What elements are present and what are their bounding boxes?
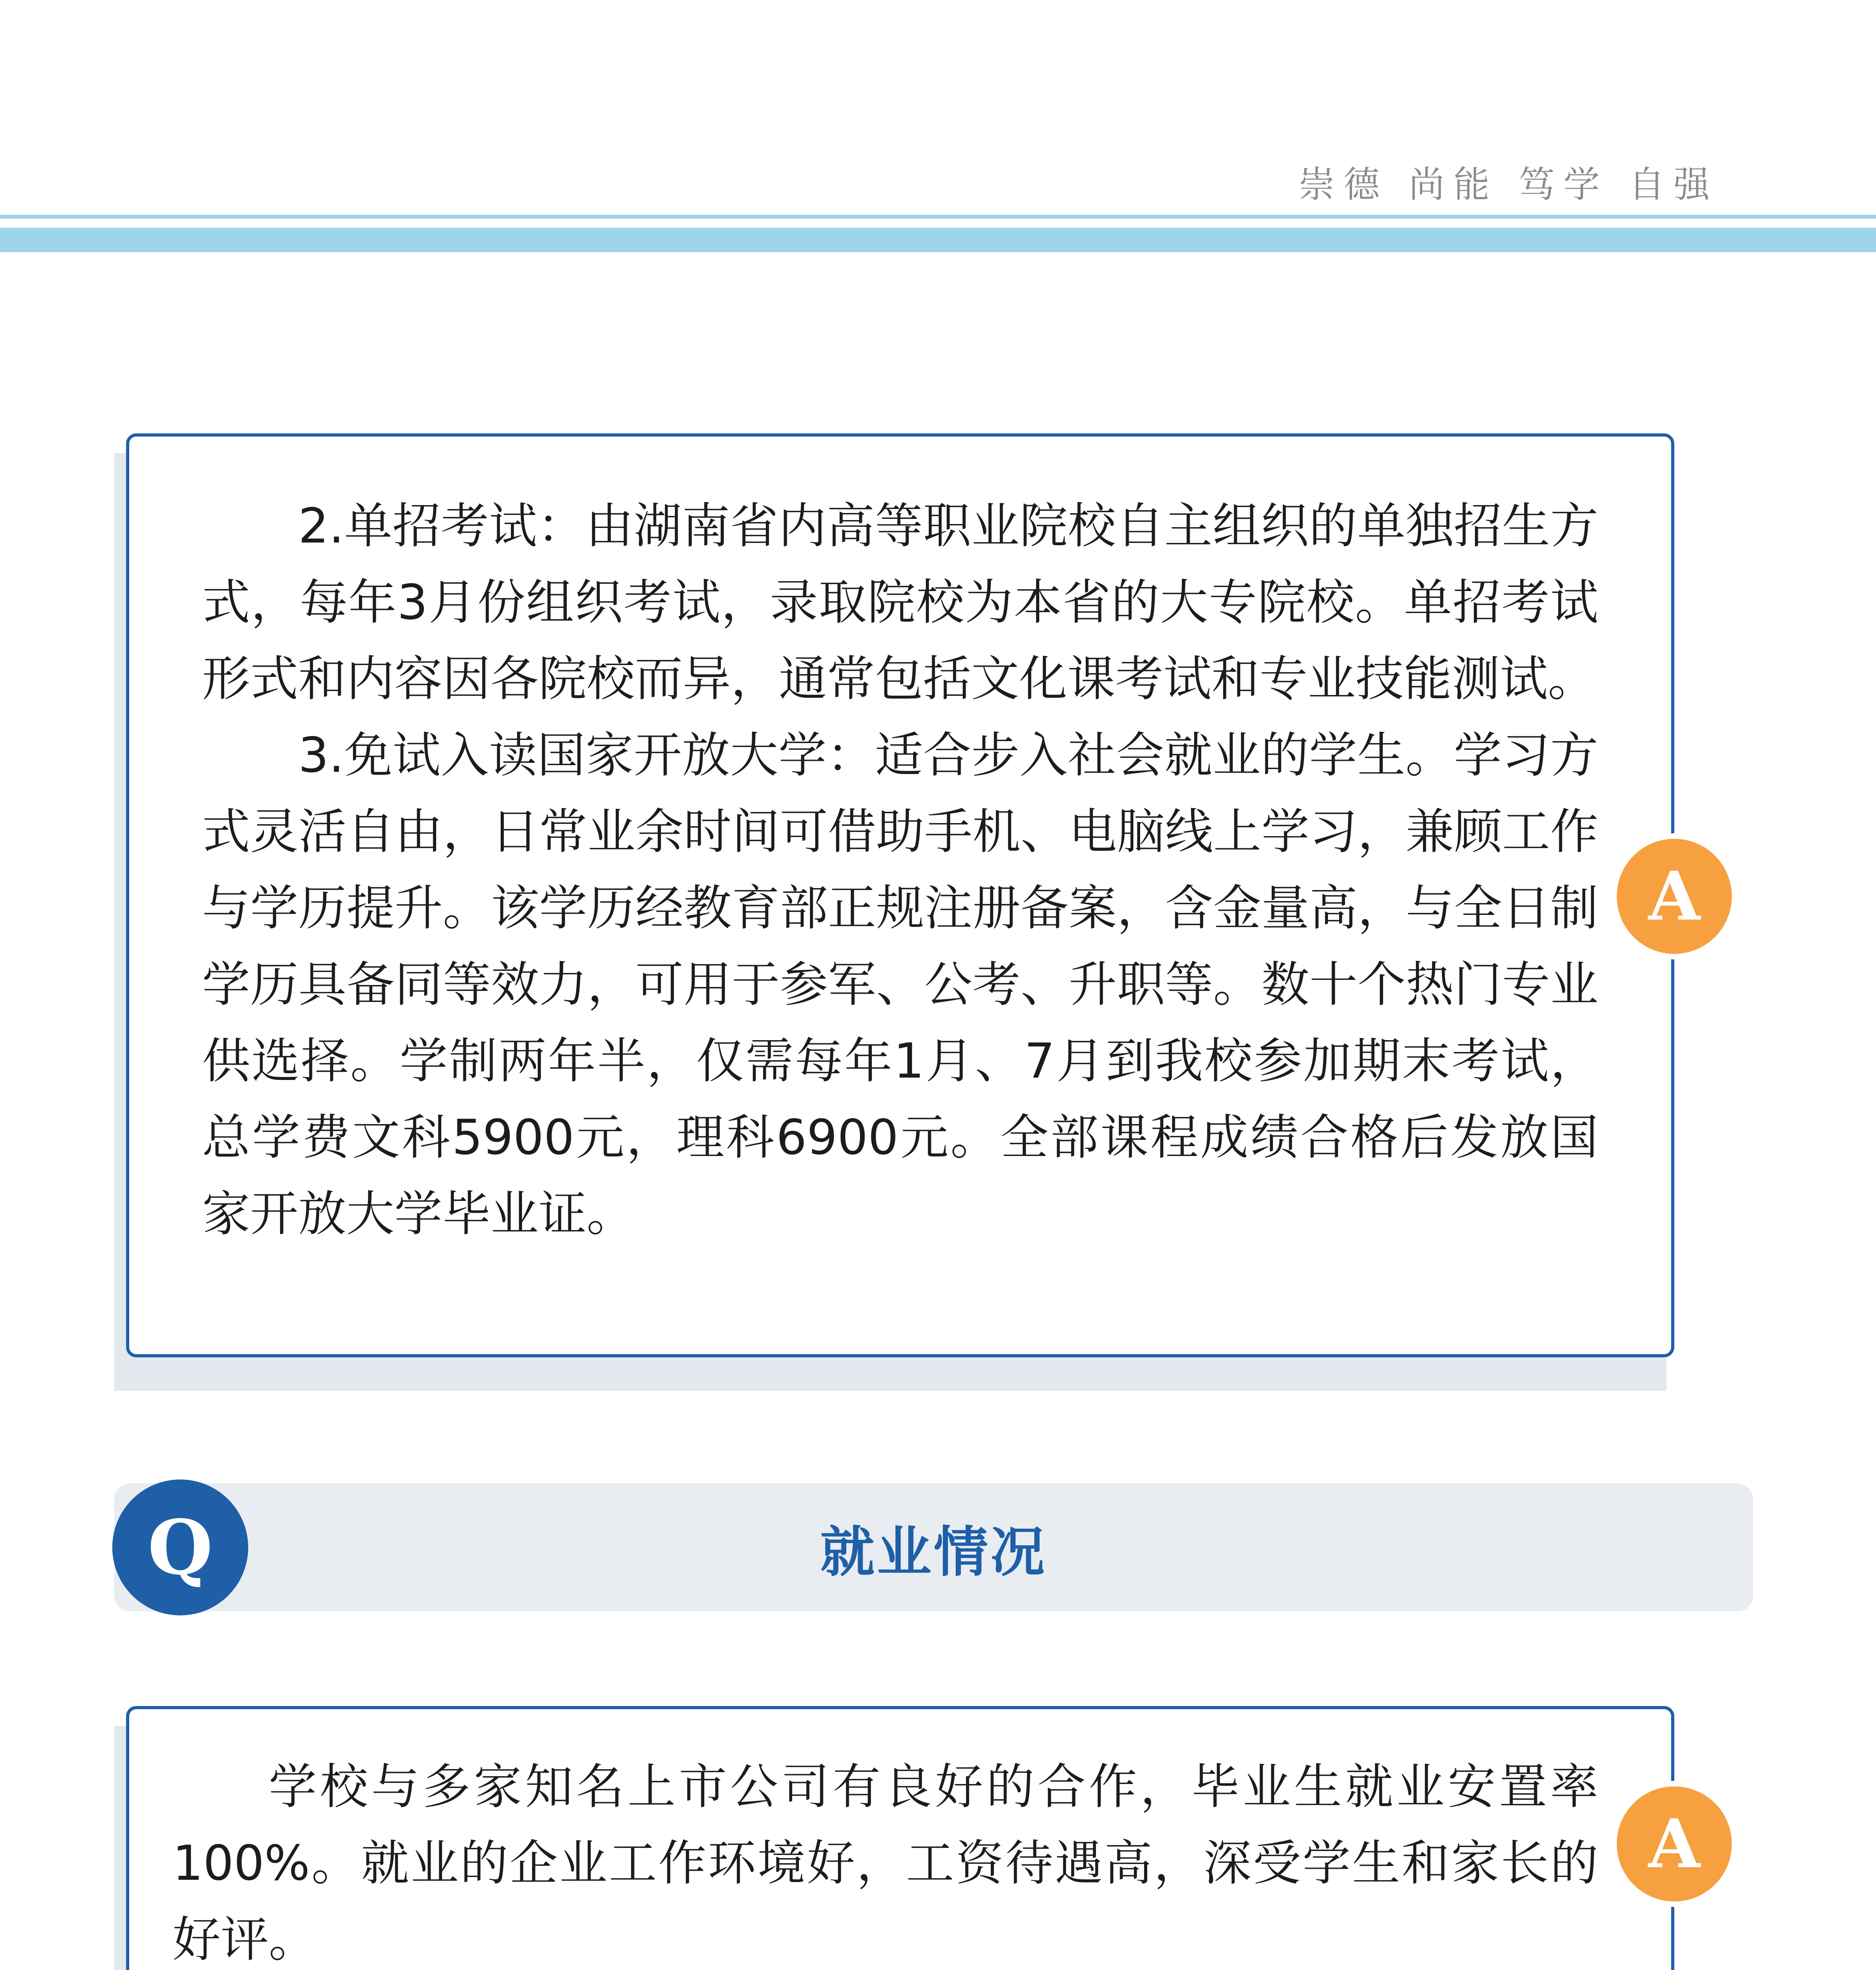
answer-a-badge-icon: A xyxy=(1611,833,1737,959)
answer-card-admission xyxy=(126,433,1674,1357)
answer-a-badge-icon: A xyxy=(1611,1781,1737,1907)
answer-card-employment xyxy=(126,1706,1674,1970)
header-rule-thick xyxy=(0,228,1876,252)
school-motto: 崇德 尚能 笃学 自强 xyxy=(1298,164,1718,206)
header-rule-thin xyxy=(0,215,1876,219)
answer-paragraph-employment: 学校与多家知名上市公司有良好的合作，毕业生就业安置率100%。就业的企业工作环境好，工资待遇高，深受学生和家长的好评。 xyxy=(173,1759,1598,1968)
question-bar-employment xyxy=(114,1483,1753,1611)
answer-paragraph-single-exam: 2.单招考试：由湖南省内高等职业院校自主组织的单独招生方式，每年3月份组织考试，录取院校为本省的大专院校。单招考试形式和内容因各院校而异，通常包括文化课考试和专业技能测试。 xyxy=(202,498,1598,707)
answer-paragraph-open-university: 3.免试入读国家开放大学：适合步入社会就业的学生。学习方式灵活自由，日常业余时间可借助手机、电脑线上学习，兼顾工作与学历提升。该学历经教育部正规注册备案，含金量高，与全日制学历具备同等效力，可用于参军、公考、升职等。数十个热门专业供选择。学制两年半，仅需每年1月、7月到我校参加期末考试，总学费文科5900元，理科6900元。全部课程成绩合格后发放国家开放大学毕业证。 xyxy=(202,727,1598,1242)
question-title-employment: 就业情况 xyxy=(820,1520,1047,1584)
question-q-badge-icon: Q xyxy=(112,1479,248,1615)
